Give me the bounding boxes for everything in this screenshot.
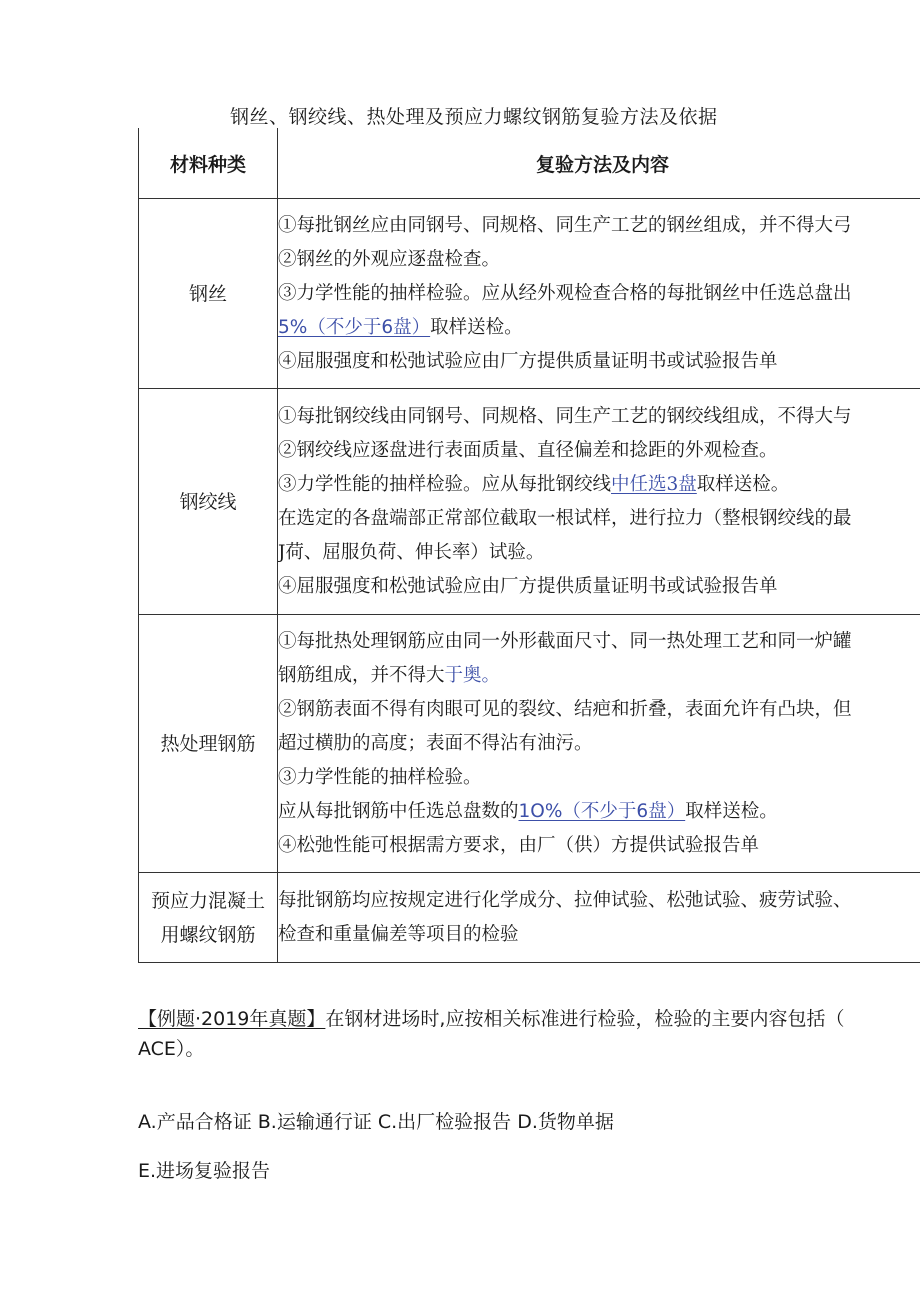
content-line: ①每批钢丝应由同钢号、同规格、同生产工艺的钢丝组成，并不得大弓 <box>278 214 852 236</box>
example-answer: ACE）。 <box>138 1038 205 1060</box>
type-line: 预应力混凝土 <box>150 889 265 912</box>
table-row <box>139 615 920 873</box>
content-line <box>278 311 920 345</box>
content-line: ②钢丝的外观应逐盘检查。 <box>278 248 501 270</box>
table-header-row <box>139 128 920 199</box>
highlight-text: 1O%（不少于6盘） <box>518 800 686 822</box>
content-line: ①每批钢绞线由同钢号、同规格、同生产工艺的钢绞线组成，不得大与 <box>278 405 852 427</box>
highlight-text: 于奥。 <box>444 664 501 686</box>
content-text: 取样送检。 <box>696 473 790 495</box>
content-line <box>278 659 920 693</box>
highlight-text: 中任选3盘 <box>611 473 697 495</box>
content-line: ③力学性能的抽样检验。应从经外观检查合格的每批钢丝中任选总盘出 <box>278 282 852 304</box>
row-content <box>278 615 920 873</box>
row-content <box>278 873 920 963</box>
spec-table <box>138 128 920 963</box>
content-line <box>278 468 920 502</box>
content-text: 取样送检。 <box>430 316 523 338</box>
content-line: ④松弛性能可根据需方要求，由厂（供）方提供试验报告单 <box>278 834 760 856</box>
content-text: 应从每批钢筋中任选总盘数的 <box>278 800 519 822</box>
content-line: ②钢筋表面不得有肉眼可见的裂纹、结疤和折叠，表面允许有凸块，但 <box>278 698 852 720</box>
options-line-1: A.产品合格证 B.运输通行证 C.出厂检验报告 D.货物单据 <box>138 1111 614 1133</box>
row-type-label: 热处理钢筋 <box>139 615 278 873</box>
content-line: ④屈服强度和松弛试验应由厂方提供质量证明书或试验报告单 <box>278 575 778 597</box>
row-type-label: 钢丝 <box>139 199 278 389</box>
table-row <box>139 199 920 389</box>
content-line: 检查和重量偏差等项目的检验 <box>278 923 519 945</box>
highlight-text: 5%（不少于6盘） <box>278 316 431 338</box>
content-line: J荷、屈服负荷、伸长率）试验。 <box>278 541 545 563</box>
row-type-label: 钢绞线 <box>139 389 278 615</box>
content-line: ④屈服强度和松弛试验应由厂方提供质量证明书或试验报告单 <box>278 350 778 372</box>
content-line: 超过横肋的高度；表面不得沾有油污。 <box>278 732 593 754</box>
content-line: ③力学性能的抽样检验。 <box>278 766 482 788</box>
content-text: ③力学性能的抽样检验。应从每批钢绞线 <box>278 473 612 495</box>
content-text: 取样送检。 <box>685 800 778 822</box>
content-line: 每批钢筋均应按规定进行化学成分、拉伸试验、松弛试验、疲劳试验、 <box>278 889 852 911</box>
header-material-type: 材料种类 <box>139 128 278 199</box>
row-content <box>278 199 920 389</box>
example-question-text: 在钢材进场时,应按相关标准进行检验，检验的主要内容包括（ <box>325 1008 845 1030</box>
content-line <box>278 795 920 829</box>
table-row <box>139 389 920 615</box>
row-content <box>278 389 920 615</box>
content-line: ②钢绞线应逐盘进行表面质量、直径偏差和捻距的外观检查。 <box>278 439 778 461</box>
content-text: 钢筋组成，并不得大 <box>278 664 445 686</box>
type-line: 用螺纹钢筋 <box>160 923 256 946</box>
document-title: 钢丝、钢绞线、热处理及预应力螺纹钢筋复验方法及依据 <box>230 106 718 128</box>
table-row <box>139 873 920 963</box>
example-question <box>138 1004 908 1064</box>
content-line: 在选定的各盘端部正常部位截取一根试样，进行拉力（整根钢绞线的最 <box>278 507 852 529</box>
row-type-label <box>139 873 278 963</box>
header-method: 复验方法及内容 <box>278 128 920 199</box>
example-tag: 【例题·2019年真题】 <box>138 1008 326 1030</box>
content-line: ①每批热处理钢筋应由同一外形截面尺寸、同一热处理工艺和同一炉罐 <box>278 630 852 652</box>
options-line-2: E.进场复验报告 <box>138 1160 271 1182</box>
